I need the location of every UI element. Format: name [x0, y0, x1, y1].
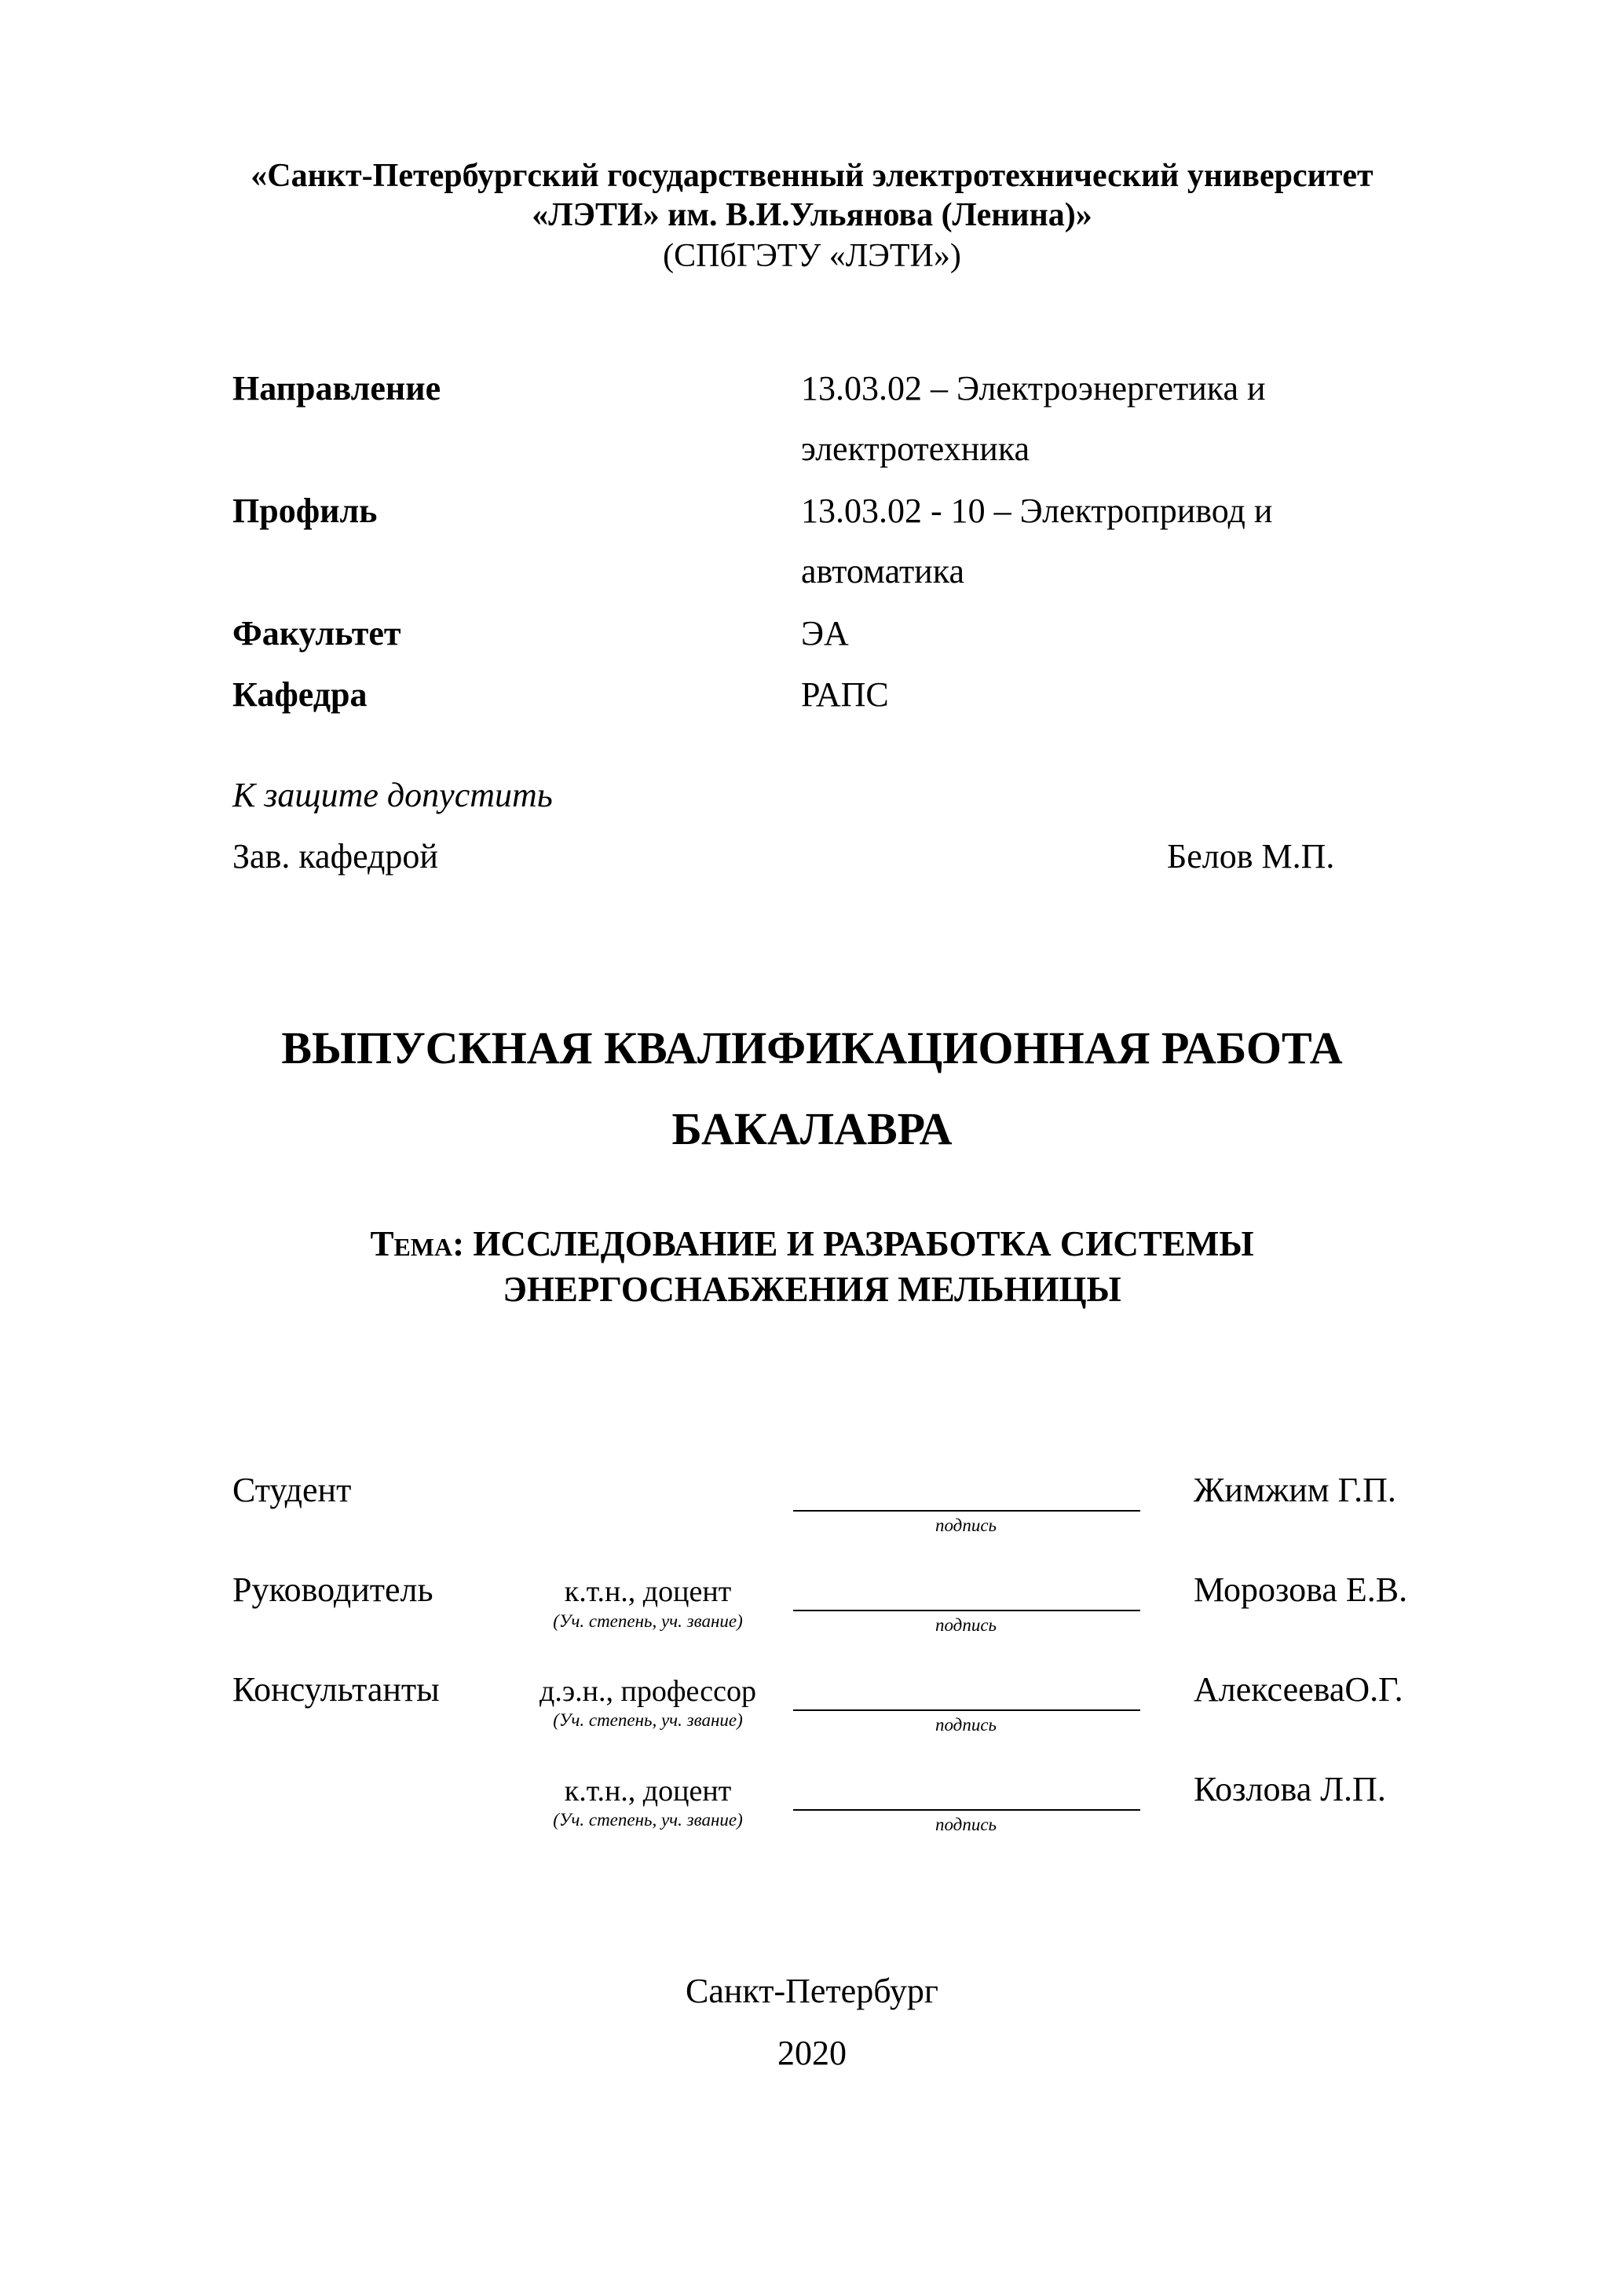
head-of-department-name: Белов М.П.	[1167, 837, 1335, 876]
direction-value-line1: 13.03.02 – Электроэнергетика и	[801, 369, 1266, 408]
topic-line1	[0, 1223, 1624, 1264]
topic-line2: ЭНЕРГОСНАБЖЕНИЯ МЕЛЬНИЦЫ	[503, 1270, 1121, 1309]
student-name: Жимжим Г.П.	[1194, 1471, 1396, 1509]
faculty-value: ЭА	[801, 614, 849, 653]
consultant2-signature-caption: подпись	[935, 1815, 997, 1834]
supervisor-signature-caption: подпись	[935, 1615, 997, 1635]
department-label: Кафедра	[232, 675, 368, 714]
document-title-line1: ВЫПУСКНАЯ КВАЛИФИКАЦИОННАЯ РАБОТА	[281, 1022, 1343, 1073]
faculty-label: Факультет	[232, 614, 401, 653]
consultant2-degree: к.т.н., доцент	[564, 1775, 732, 1808]
profile-label: Профиль	[232, 492, 378, 530]
university-name-line1: «Санкт-Петербургский государственный электротехнический университет	[251, 158, 1373, 194]
direction-label: Направление	[232, 369, 441, 408]
supervisor-degree-caption: (Уч. степень, уч. звание)	[553, 1611, 743, 1631]
profile-value-line1: 13.03.02 - 10 – Электропривод и	[801, 492, 1273, 530]
university-abbreviation: (СПбГЭТУ «ЛЭТИ»)	[663, 238, 961, 274]
head-of-department-label: Зав. кафедрой	[232, 837, 438, 876]
consultant1-degree-caption: (Уч. степень, уч. звание)	[553, 1710, 743, 1730]
topic-colon: :	[452, 1224, 465, 1263]
admission-note: К защите допустить	[232, 776, 553, 814]
consultant1-signature-caption: подпись	[935, 1715, 997, 1735]
profile-value-line2: автоматика	[801, 552, 964, 590]
topic-prefix: Тема	[370, 1224, 453, 1263]
consultant1-degree: д.э.н., профессор	[540, 1675, 756, 1708]
consultant2-degree-caption: (Уч. степень, уч. звание)	[553, 1810, 743, 1830]
footer-city: Санкт-Петербург	[686, 1972, 938, 2010]
supervisor-signature-line	[793, 1610, 1140, 1611]
footer-year: 2020	[777, 2034, 847, 2072]
consultant1-name: АлексееваО.Г.	[1194, 1670, 1403, 1709]
consultants-label: Консультанты	[232, 1670, 440, 1709]
consultant2-signature-line	[793, 1809, 1140, 1811]
student-signature-caption: подпись	[935, 1515, 997, 1535]
supervisor-degree: к.т.н., доцент	[564, 1575, 732, 1608]
student-signature-line	[793, 1510, 1140, 1512]
consultant1-signature-line	[793, 1709, 1140, 1711]
consultant2-name: Козлова Л.П.	[1194, 1770, 1386, 1808]
university-name-line2: «ЛЭТИ» им. В.И.Ульянова (Ленина)»	[532, 197, 1092, 233]
supervisor-name: Морозова Е.В.	[1194, 1570, 1408, 1609]
supervisor-label: Руководитель	[232, 1570, 433, 1609]
department-value: РАПС	[801, 675, 889, 714]
direction-value-line2: электротехника	[801, 430, 1030, 468]
student-label: Студент	[232, 1471, 352, 1509]
document-title-line2: БАКАЛАВРА	[671, 1103, 953, 1154]
topic-text-line1: ИССЛЕДОВАНИЕ И РАЗРАБОТКА СИСТЕМЫ	[473, 1224, 1254, 1263]
